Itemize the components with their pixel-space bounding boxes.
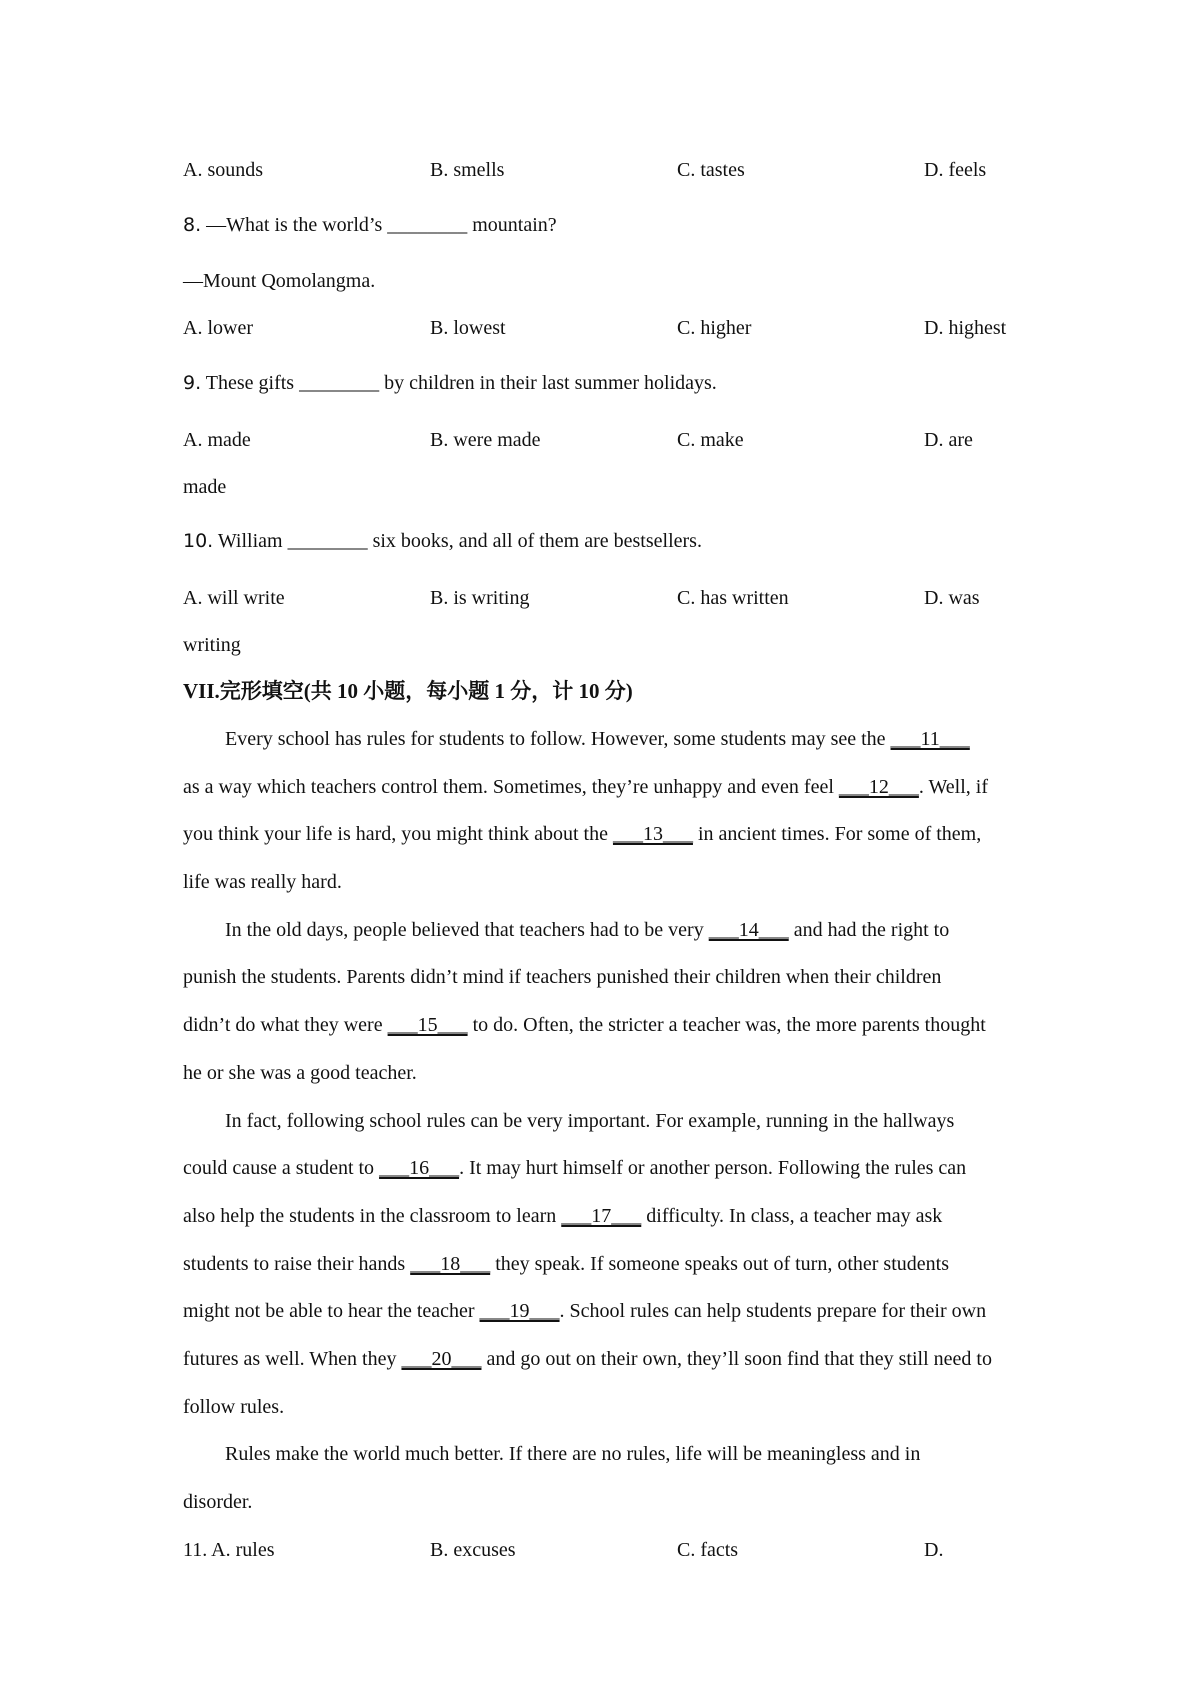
passage-text: they speak. If someone speaks out of turn, other students [490, 1253, 949, 1275]
q10-option-a: A. will write [183, 587, 285, 609]
passage-text: could cause a student to [183, 1157, 380, 1179]
q8-option-b: B. lowest [430, 317, 506, 339]
q9-option-d: D. are [924, 429, 973, 451]
passage-p3-line5 [183, 1298, 1036, 1324]
passage-p2-line1 [183, 917, 1036, 943]
passage-p3-line7: follow rules. [183, 1396, 285, 1418]
q8-stem [183, 212, 1033, 238]
passage-text: also help the students in the classroom to learn [183, 1205, 562, 1227]
q10-option-b: B. is writing [430, 587, 530, 609]
q8-stem-text: —What is the world’s ________ mountain? [201, 214, 557, 236]
q9-stem [183, 370, 1033, 396]
blank-20: ___20___ [401, 1348, 482, 1370]
passage-text: as a way which teachers control them. Sometimes, they’re unhappy and even feel [183, 776, 839, 798]
q8-option-c: C. higher [677, 317, 752, 339]
passage-text: difficulty. In class, a teacher may ask [641, 1205, 943, 1227]
passage-p3-line3 [183, 1203, 1036, 1229]
passage-text: students to raise their hands [183, 1253, 411, 1275]
blank-15: ___15___ [387, 1014, 468, 1036]
passage-text: you think your life is hard, you might think about the [183, 823, 613, 845]
passage-text: In the old days, people believed that teachers had to be very [225, 919, 709, 941]
q10-option-d-wrap: writing [183, 634, 241, 656]
passage-text: In fact, following school rules can be very important. For example, running in the hallways [225, 1110, 955, 1132]
q11-option-a: 11. A. rules [183, 1539, 275, 1561]
blank-13: ___13___ [612, 823, 693, 845]
blank-17: ___17___ [561, 1205, 642, 1227]
passage-p4-line2: disorder. [183, 1491, 253, 1513]
blank-14: ___14___ [708, 919, 789, 941]
q9-stem-text: These gifts ________ by children in their last summer holidays. [201, 372, 717, 394]
passage-p1-line4: life was really hard. [183, 871, 342, 893]
q7-option-c: C. tastes [677, 159, 745, 181]
q10-option-d: D. was [924, 587, 980, 609]
passage-p2-line3 [183, 1012, 1036, 1038]
passage-p1-line3 [183, 821, 1036, 847]
q7-option-d: D. feels [924, 159, 987, 181]
q11-option-c: C. facts [677, 1539, 739, 1561]
passage-p1-line2 [183, 774, 1036, 800]
q8-option-a: A. lower [183, 317, 253, 339]
passage-p3-line2 [183, 1155, 1036, 1181]
q10-stem [183, 528, 1033, 554]
blank-12: ___12___ [838, 776, 919, 798]
q7-option-b: B. smells [430, 159, 505, 181]
blank-11: ___11___ [890, 728, 970, 750]
passage-p3-line6 [183, 1346, 1036, 1372]
q9-option-b: B. were made [430, 429, 541, 451]
q10-option-c: C. has written [677, 587, 789, 609]
section-heading: VII.完形填空(共 10 小题，每小题 1 分，计 10 分) [183, 679, 633, 703]
passage-p2-line4: he or she was a good teacher. [183, 1062, 417, 1084]
passage-text: and had the right to [788, 919, 950, 941]
passage-p2-line2: punish the students. Parents didn’t mind if teachers punished their children when their children [183, 966, 942, 988]
passage-text: . Well, if [918, 776, 989, 798]
passage-text: and go out on their own, they’ll soon find that they still need to [481, 1348, 992, 1370]
passage-text: in ancient times. For some of them, [692, 823, 982, 845]
passage-text: . School rules can help students prepare for their own [559, 1300, 987, 1322]
passage-text: might not be able to hear the teacher [183, 1300, 480, 1322]
q9-option-d-wrap: made [183, 476, 227, 498]
passage-text: to do. Often, the stricter a teacher was, the more parents thought [467, 1014, 986, 1036]
passage-text: didn’t do what they were [183, 1014, 388, 1036]
passage-text: Every school has rules for students to follow. However, some students may see the [225, 728, 891, 750]
blank-19: ___19___ [479, 1300, 560, 1322]
q10-number: 10. [183, 530, 214, 552]
q9-option-c: C. make [677, 429, 744, 451]
q8-option-d: D. highest [924, 317, 1007, 339]
q10-stem-text: William ________ six books, and all of them are bestsellers. [213, 530, 702, 552]
passage-p4-line1 [183, 1441, 1036, 1467]
q8-answer-line: —Mount Qomolangma. [183, 270, 376, 292]
passage-p1-line1 [183, 726, 1036, 752]
q8-number: 8. [183, 214, 202, 236]
blank-18: ___18___ [410, 1253, 491, 1275]
passage-p3-line1 [183, 1108, 1036, 1134]
passage-text: futures as well. When they [183, 1348, 402, 1370]
q11-option-d: D. [924, 1539, 944, 1561]
q11-option-b: B. excuses [430, 1539, 516, 1561]
passage-text: . It may hurt himself or another person. Following the rules can [459, 1157, 967, 1179]
passage-text: Rules make the world much better. If there are no rules, life will be meaningless and in [225, 1443, 921, 1465]
q9-option-a: A. made [183, 429, 251, 451]
passage-p3-line4 [183, 1251, 1036, 1277]
q7-option-a: A. sounds [183, 159, 264, 181]
blank-16: ___16___ [379, 1157, 460, 1179]
q9-number: 9. [183, 372, 202, 394]
